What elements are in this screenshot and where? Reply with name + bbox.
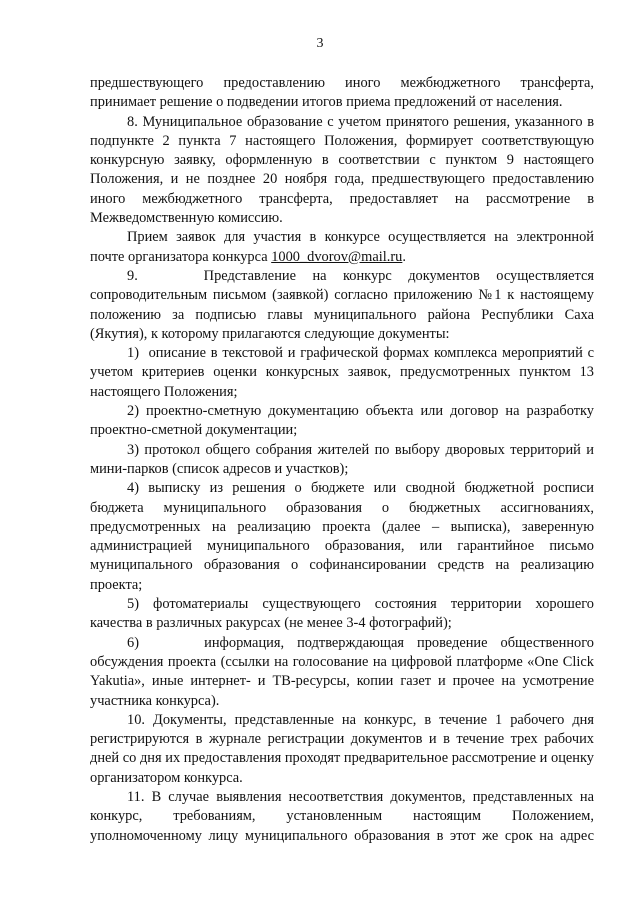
organizer-email-link[interactable]: 1000_dvorov@mail.ru [271,248,403,265]
list-item-1: 1) описание в текстовой и графической формах комплекса мероприятий с учетом критериев оценки конкурсных заявок, предусмотренных пунктом 13 настоящего Положения; [90,345,594,400]
paragraph-8: 8. Муниципальное образование с учетом принятого решения, указанного в подпункте 2 пункта 7 настоящего Положения, формирует соответствующую конкурсную заявку, оформленную в соответствии с пунктом 9 настоящего Положения, и не позднее 20 ноября года, предшествующего предоставлению иного межбюджетного трансферта, предоставляет на рассмотрение в Межведомственную комиссию. [90,113,594,227]
paragraph-10: 10. Документы, представленные на конкурс, в течение 1 рабочего дня регистрируются в журнале регистрации документов и в течение трех рабочих дней со дня их предоставления проходят предварительное рассмотрение и оценку организатором конкурса. [90,711,594,786]
paragraph-continuation: предшествующего предоставлению иного межбюджетного трансферта, принимает решение о подведении итогов приема предложений от населения. [90,75,594,111]
list-item-3: 3) протокол общего собрания жителей по выбору дворовых территорий и мини-парков (список адресов и участков); [90,441,594,477]
paragraph-email-notice [90,228,594,267]
paragraph-11: 11. В случае выявления несоответствия документов, представленных на конкурс, требованиям, установленным настоящим Положением, уполномоченному лицу муниципального образования в этот же срок на адрес [90,788,594,844]
paragraph-9: 9. Представление на конкурс документов осуществляется сопроводительным письмом (заявкой) согласно приложению №1 к настоящему положению за подписью главы муниципального района Республики Саха (Якутия), к которому прилагаются следующие документы: [90,267,594,342]
document-body [90,74,594,846]
list-item-2: 2) проектно-сметную документацию объекта или договор на разработку проектно-сметной документации; [90,403,594,439]
list-item-6: 6) информация, подтверждающая проведение общественного обсуждения проекта (ссылки на голосование на цифровой платформе «One Click Yakutia», иные интернет- и ТВ-ресурсы, копии газет и прочее на усмотрение участника конкурса). [90,634,594,709]
page-number: 3 [316,36,324,51]
email-notice-end: . [402,248,406,265]
list-item-5: 5) фотоматериалы существующего состояния территории хорошего качества в различных ракурсах (не менее 3-4 фотографий); [90,596,594,632]
email-notice-text: Прием заявок для участия в конкурсе осуществляется на электронной почте организатора конкурса [90,229,594,265]
list-item-4: 4) выписку из решения о бюджете или сводной бюджетной росписи бюджета муниципального образования о бюджетных ассигнованиях, предусмотренных на реализацию проекта (далее – выписка), заверенную администрацией муниципального образования, или гарантийное письмо муниципального образования о софинансировании средств на реализацию проекта; [90,480,594,593]
